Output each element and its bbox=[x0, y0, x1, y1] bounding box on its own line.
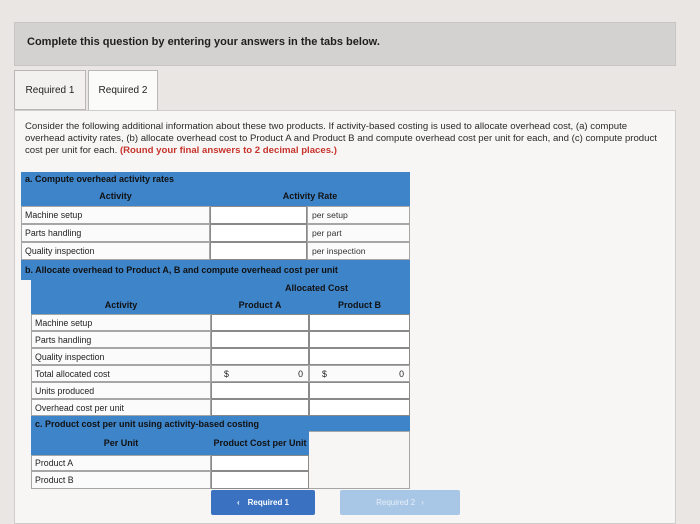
tab-required-2-label: Required 2 bbox=[98, 85, 148, 96]
parts-handling-rate-input[interactable] bbox=[210, 224, 307, 242]
quality-inspection-product-b-input[interactable] bbox=[309, 348, 410, 365]
next-button-label: Required 2 bbox=[376, 498, 416, 507]
allocated-cost-label: Allocated Cost bbox=[285, 283, 349, 293]
units-produced-label: Units produced bbox=[31, 382, 211, 399]
product-a-header: Product A bbox=[211, 296, 309, 314]
quality-inspection-product-a-input[interactable] bbox=[211, 348, 309, 365]
tab-required-2[interactable] bbox=[88, 70, 158, 111]
banner-text: Complete this question by entering your answers in the tabs below. bbox=[27, 36, 380, 48]
allocated-cost-header bbox=[31, 280, 410, 296]
units-produced-product-a-input[interactable] bbox=[211, 382, 309, 399]
parts-handling-product-b-input[interactable] bbox=[309, 331, 410, 348]
overhead-per-unit-product-b-input[interactable] bbox=[309, 399, 410, 416]
product-cost-header: Product Cost per Unit bbox=[211, 431, 309, 455]
section-a-rate-header: Activity Rate bbox=[210, 186, 410, 206]
question-banner bbox=[14, 22, 676, 66]
section-a-row-label: Machine setup bbox=[21, 206, 210, 224]
section-b-row-label: Machine setup bbox=[31, 314, 211, 331]
rounding-note: (Round your final answers to 2 decimal places.) bbox=[119, 145, 337, 156]
currency-symbol: $ bbox=[322, 369, 327, 379]
section-a-row-label: Parts handling bbox=[21, 224, 210, 242]
product-a-cost-input[interactable] bbox=[211, 455, 309, 471]
section-a-unit: per setup bbox=[307, 206, 410, 224]
section-a-unit: per inspection bbox=[307, 242, 410, 260]
total-product-b-cell bbox=[309, 365, 410, 382]
product-b-header: Product B bbox=[309, 296, 410, 314]
section-a-activity-header: Activity bbox=[21, 186, 210, 206]
section-a-row-label: Quality inspection bbox=[21, 242, 210, 260]
instructions-text: Consider the following additional information about these two products. If activity-based costing is used to allocate overhead cost, (a) compute overhead activity rates, (b) allocate overhead cost to Product A and Product B and compute overhead cost per unit for each, and (c) compute product cost per unit for each. bbox=[25, 121, 657, 156]
total-allocated-cost-label: Total allocated cost bbox=[31, 365, 211, 382]
units-produced-product-b-input[interactable] bbox=[309, 382, 410, 399]
instructions bbox=[25, 121, 665, 157]
section-c-empty-area bbox=[309, 431, 410, 489]
quality-inspection-rate-input[interactable] bbox=[210, 242, 307, 260]
section-c-row-label: Product B bbox=[31, 471, 211, 489]
currency-symbol: $ bbox=[224, 369, 229, 379]
per-unit-header: Per Unit bbox=[31, 431, 211, 455]
parts-handling-product-a-input[interactable] bbox=[211, 331, 309, 348]
machine-setup-product-b-input[interactable] bbox=[309, 314, 410, 331]
section-a-unit: per part bbox=[307, 224, 410, 242]
overhead-per-unit-label: Overhead cost per unit bbox=[31, 399, 211, 416]
product-b-cost-input[interactable] bbox=[211, 471, 309, 489]
machine-setup-rate-input[interactable] bbox=[210, 206, 307, 224]
section-a-title: a. Compute overhead activity rates bbox=[21, 172, 410, 186]
previous-required-button[interactable] bbox=[211, 490, 315, 515]
total-product-a-cell bbox=[211, 365, 309, 382]
overhead-per-unit-product-a-input[interactable] bbox=[211, 399, 309, 416]
previous-button-label: Required 1 bbox=[247, 498, 289, 507]
section-c-row-label: Product A bbox=[31, 455, 211, 471]
total-product-b-value: 0 bbox=[399, 369, 404, 379]
machine-setup-product-a-input[interactable] bbox=[211, 314, 309, 331]
chevron-left-icon: ‹ bbox=[236, 498, 240, 507]
tab-required-1-label: Required 1 bbox=[25, 84, 75, 96]
tab-content bbox=[14, 110, 676, 524]
section-b-row-label: Parts handling bbox=[31, 331, 211, 348]
section-b-title: b. Allocate overhead to Product A, B and compute overhead cost per unit bbox=[21, 260, 410, 280]
section-b-activity-header: Activity bbox=[31, 296, 211, 314]
section-c-title: c. Product cost per unit using activity-based costing bbox=[31, 416, 410, 431]
section-b-row-label: Quality inspection bbox=[31, 348, 211, 365]
total-product-a-value: 0 bbox=[298, 369, 303, 379]
next-required-button[interactable] bbox=[340, 490, 460, 515]
tab-required-1[interactable] bbox=[14, 70, 86, 110]
chevron-right-icon: › bbox=[421, 498, 424, 507]
